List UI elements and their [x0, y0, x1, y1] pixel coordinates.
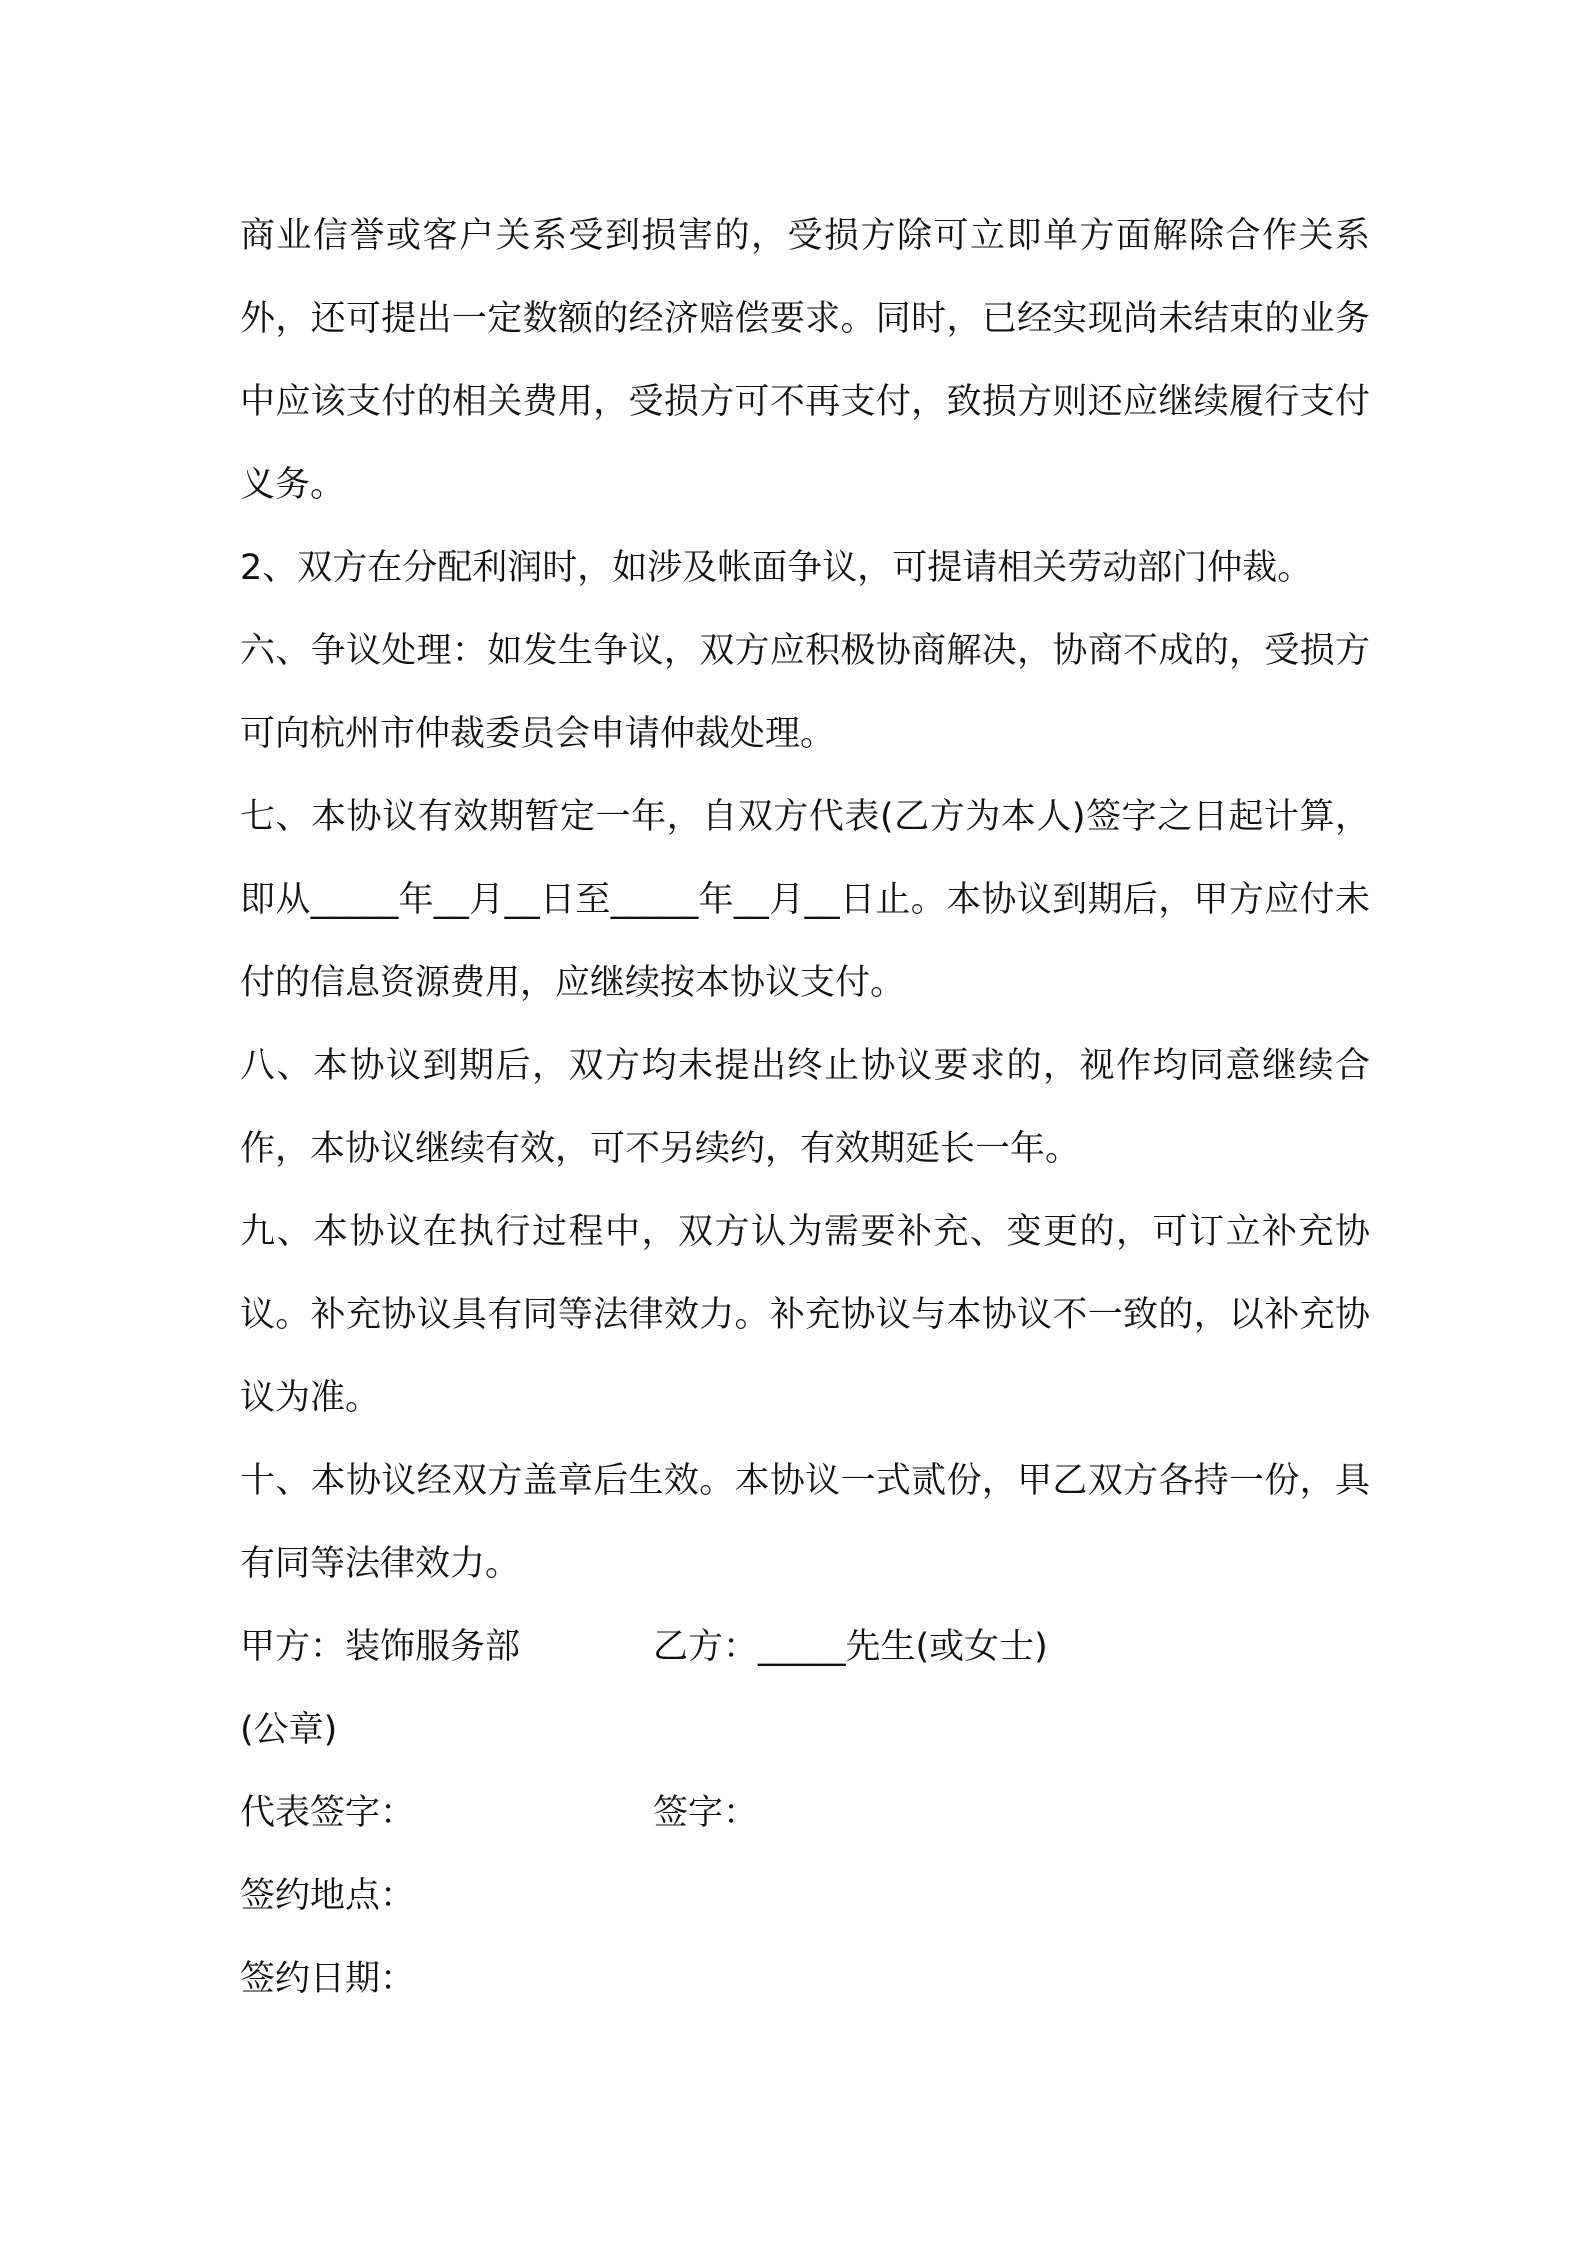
seal-label: (公章)	[240, 1710, 338, 1750]
signing-date-label: 签约日期：	[240, 1959, 416, 1999]
signing-date-row	[240, 1938, 1370, 2021]
signature-parties-row	[240, 1606, 1370, 1689]
paragraph-supplementary-agreement: 九、本协议在执行过程中，双方认为需要补充、变更的，可订立补充协议。补充协议具有同等法律效力。补充协议与本协议不一致的，以补充协议为准。	[240, 1212, 1370, 1418]
paragraph-validity-period: 七、本协议有效期暂定一年，自双方代表(乙方为本人)签字之日起计算，即从_____年__月__日至_____年__月__日止。本协议到期后，甲方应付未付的信息资源费用，应继续按本协议支付。	[240, 797, 1370, 1003]
signing-place-label: 签约地点：	[240, 1876, 416, 1916]
paragraph-profit-dispute: 2、双方在分配利润时，如涉及帐面争议，可提请相关劳动部门仲裁。	[240, 548, 1313, 588]
signature-label: 签字：	[653, 1793, 759, 1833]
paragraph-dispute-resolution: 六、争议处理：如发生争议，双方应积极协商解决，协商不成的，受损方可向杭州市仲裁委员会申请仲裁处理。	[240, 631, 1370, 754]
paragraph-effectiveness: 十、本协议经双方盖章后生效。本协议一式贰份，甲乙双方各持一份，具有同等法律效力。	[240, 1461, 1370, 1584]
representative-signature-label: 代表签字：	[240, 1793, 416, 1833]
signature-row	[240, 1772, 1370, 1855]
paragraph-damage-compensation: 商业信誉或客户关系受到损害的，受损方除可立即单方面解除合作关系外，还可提出一定数额的经济赔偿要求。同时，已经实现尚未结束的业务中应该支付的相关费用，受损方可不再支付，致损方则还应继续履行支付义务。	[240, 216, 1370, 505]
party-a-label: 甲方：装饰服务部	[240, 1627, 521, 1667]
party-b-label: 乙方：_____先生(或女士)	[653, 1627, 1048, 1667]
seal-row	[240, 1689, 1370, 1772]
paragraph-auto-renewal: 八、本协议到期后，双方均未提出终止协议要求的，视作均同意继续合作，本协议继续有效，可不另续约，有效期延长一年。	[240, 1046, 1370, 1169]
signing-place-row	[240, 1855, 1370, 1938]
document-page	[240, 195, 1370, 2021]
